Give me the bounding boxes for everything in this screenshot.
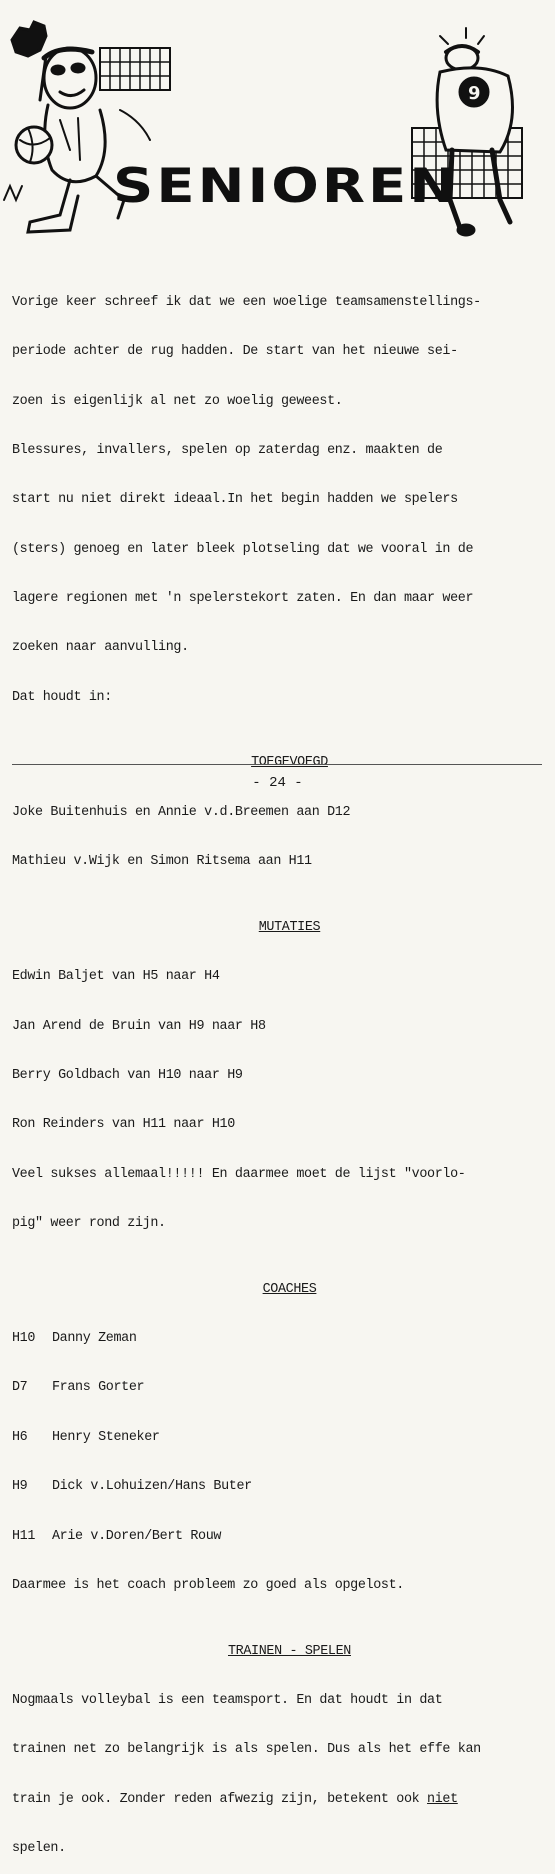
mutatie-line: Veel sukses allemaal!!!!! En daarmee moet de lijst "voorlo- — [12, 1166, 466, 1182]
toegevoegd-line: Joke Buitenhuis en Annie v.d.Breemen aan D12 — [12, 804, 351, 820]
intro-line: start nu niet direkt ideaal.In het begin hadden we spelers — [12, 492, 458, 508]
coach-team: H11 — [12, 1528, 36, 1544]
intro-line: zoen is eigenlijk al net zo woelig geweest. — [12, 393, 343, 409]
section-heading-trainen: TRAINEN - SPELEN — [228, 1643, 351, 1659]
trainen-line: spelen. — [12, 1841, 66, 1857]
trainen-line: trainen net zo belangrijk is als spelen. Dus als het effe kan — [12, 1742, 481, 1758]
trainen-line: Nogmaals volleybal is een teamsport. En dat houdt in dat — [12, 1693, 443, 1708]
coaches-closing: Daarmee is het coach probleem zo goed als opgelost. — [12, 1577, 404, 1593]
intro-line: Vorige keer schreef ik dat we een woelige teamsamenstellings- — [12, 294, 481, 310]
intro-line: (sters) genoeg en later bleek plotseling dat we vooral in de — [12, 541, 474, 557]
trainen-line: train je ook. Zonder reden afwezig zijn, betekent ook niet — [12, 1791, 458, 1807]
coach-team: H6 — [12, 1429, 28, 1445]
intro-line: zoeken naar aanvulling. — [12, 640, 189, 656]
intro-line: Dat houdt in: — [12, 689, 112, 705]
jersey-number: 9 — [468, 83, 481, 104]
coach-name: Arie v.Doren/Bert Rouw — [52, 1528, 222, 1544]
toegevoegd-line: Mathieu v.Wijk en Simon Ritsema aan H11 — [12, 854, 312, 870]
coach-team: D7 — [12, 1380, 28, 1396]
article-body — [12, 262, 547, 1874]
coach-row — [12, 1430, 547, 1446]
page-header — [0, 0, 555, 245]
coach-name: Dick v.Lohuizen/Hans Buter — [52, 1479, 252, 1495]
mutatie-line: Berry Goldbach van H10 naar H9 — [12, 1067, 243, 1083]
coach-name: Danny Zeman — [52, 1331, 137, 1347]
bottom-divider — [12, 764, 542, 765]
coach-row — [12, 1331, 547, 1347]
page-number: - 24 - — [252, 775, 303, 791]
coach-name: Frans Gorter — [52, 1380, 145, 1396]
coach-row — [12, 1529, 547, 1545]
intro-line: lagere regionen met 'n spelerstekort zaten. En dan maar weer — [12, 590, 474, 606]
emphasis-word: niet — [427, 1791, 458, 1807]
coach-name: Henry Steneker — [52, 1429, 160, 1445]
section-heading-mutaties: MUTATIES — [258, 919, 321, 935]
intro-line: Blessures, invallers, spelen op zaterdag enz. maakten de — [12, 442, 443, 458]
coach-row — [12, 1479, 547, 1495]
section-heading-toegevoegd: TOEGEVOEGD — [251, 755, 328, 771]
section-heading-coaches: COACHES — [262, 1281, 317, 1297]
mutatie-line: Edwin Baljet van H5 naar H4 — [12, 969, 220, 985]
mutatie-line: pig" weer rond zijn. — [12, 1216, 166, 1231]
coach-row — [12, 1380, 547, 1396]
page-title: SENIOREN — [113, 158, 460, 214]
coach-team: H10 — [12, 1331, 36, 1347]
coach-team: H9 — [12, 1479, 28, 1495]
mutatie-line: Ron Reinders van H11 naar H10 — [12, 1117, 235, 1133]
intro-line: periode achter de rug hadden. De start van het nieuwe sei- — [12, 344, 458, 360]
mutatie-line: Jan Arend de Bruin van H9 naar H8 — [12, 1018, 266, 1034]
